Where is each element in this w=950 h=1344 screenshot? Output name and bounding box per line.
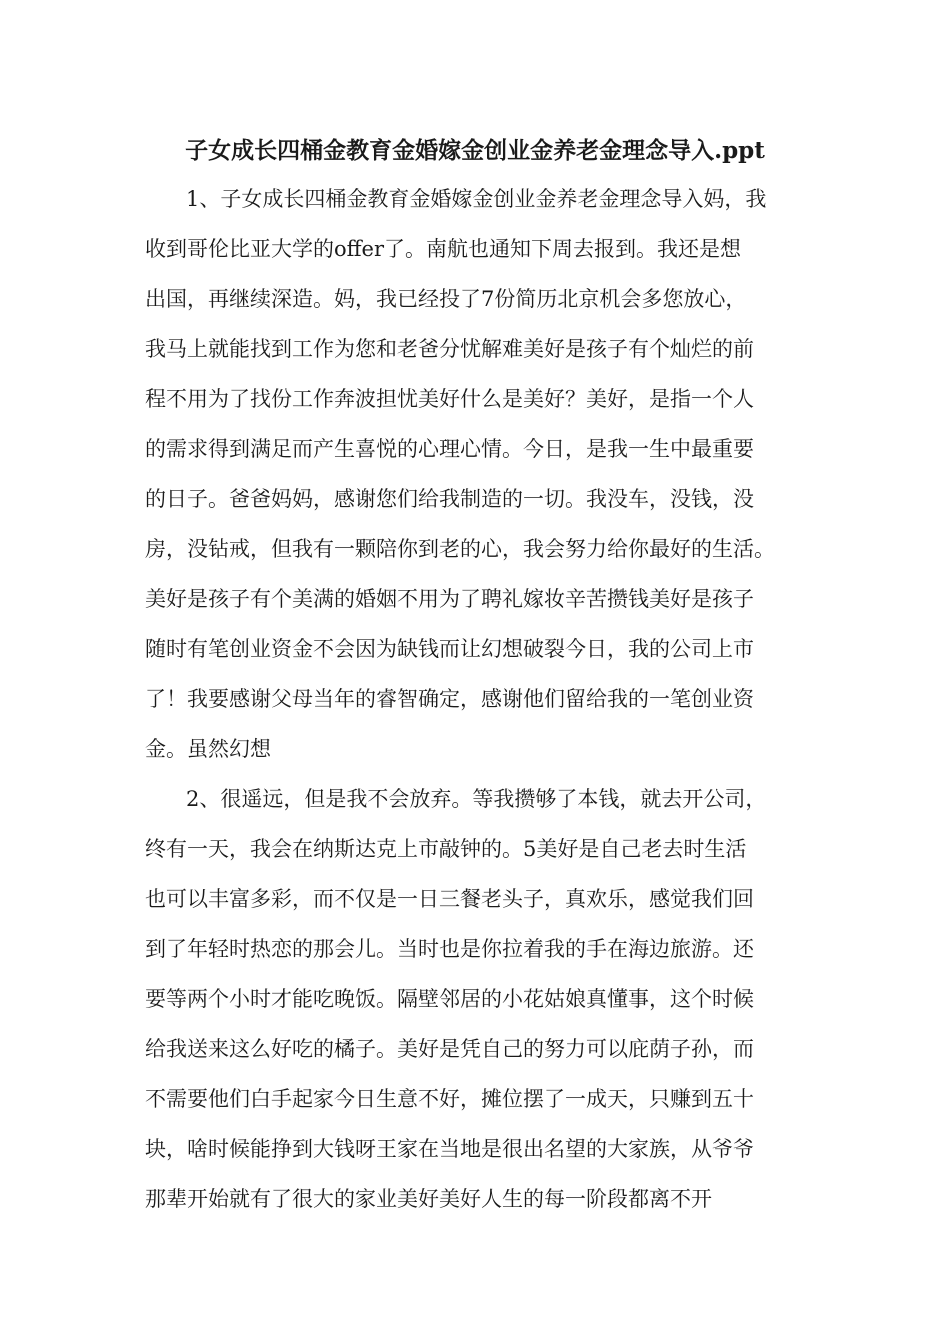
paragraph-line: 终有一天，我会在纳斯达克上市敲钟的。5美好是自己老去时生活 [145, 837, 747, 861]
paragraph-line: 收到哥伦比亚大学的offer了。南航也通知下周去报到。我还是想 [145, 237, 742, 261]
paragraph-line: 随时有笔创业资金不会因为缺钱而让幻想破裂今日，我的公司上市 [145, 637, 754, 661]
paragraph-line: 也可以丰富多彩，而不仅是一日三餐老头子，真欢乐，感觉我们回 [145, 887, 754, 911]
paragraph-line: 金。虽然幻想 [145, 737, 271, 761]
paragraph-line: 1、子女成长四桶金教育金婚嫁金创业金养老金理念导入妈，我 [186, 187, 767, 211]
paragraph-line: 块，啥时候能挣到大钱呀王家在当地是很出名望的大家族，从爷爷 [145, 1137, 754, 1161]
paragraph-line: 的日子。爸爸妈妈，感谢您们给我制造的一切。我没车，没钱，没 [145, 487, 754, 511]
paragraph-line: 美好是孩子有个美满的婚姻不用为了聘礼嫁妆辛苦攒钱美好是孩子 [145, 587, 754, 611]
paragraph-line: 出国，再继续深造。妈，我已经投了7份简历北京机会多您放心， [145, 287, 747, 311]
paragraph-line: 房，没钻戒，但我有一颗陪你到老的心，我会努力给你最好的生活。 [145, 537, 775, 561]
paragraph-line: 2、很遥远，但是我不会放弃。等我攒够了本钱，就去开公司， [186, 787, 767, 811]
paragraph-line: 到了年轻时热恋的那会儿。当时也是你拉着我的手在海边旅游。还 [145, 937, 754, 961]
paragraph-line: 的需求得到满足而产生喜悦的心理心情。今日，是我一生中最重要 [145, 437, 754, 461]
paragraph-line: 我马上就能找到工作为您和老爸分忧解难美好是孩子有个灿烂的前 [145, 337, 754, 361]
document-title: 子女成长四桶金教育金婚嫁金创业金养老金理念导入.ppt [185, 137, 765, 164]
paragraph-line: 要等两个小时才能吃晚饭。隔壁邻居的小花姑娘真懂事，这个时候 [145, 987, 754, 1011]
paragraph-line: 了！我要感谢父母当年的睿智确定，感谢他们留给我的一笔创业资 [145, 687, 754, 711]
paragraph-line: 给我送来这么好吃的橘子。美好是凭自己的努力可以庇荫子孙，而 [145, 1037, 754, 1061]
paragraph-line: 那辈开始就有了很大的家业美好美好人生的每一阶段都离不开 [145, 1187, 712, 1211]
paragraph-line: 不需要他们白手起家今日生意不好，摊位摆了一成天，只赚到五十 [145, 1087, 754, 1111]
paragraph-line: 程不用为了找份工作奔波担忧美好什么是美好？美好，是指一个人 [145, 387, 754, 411]
